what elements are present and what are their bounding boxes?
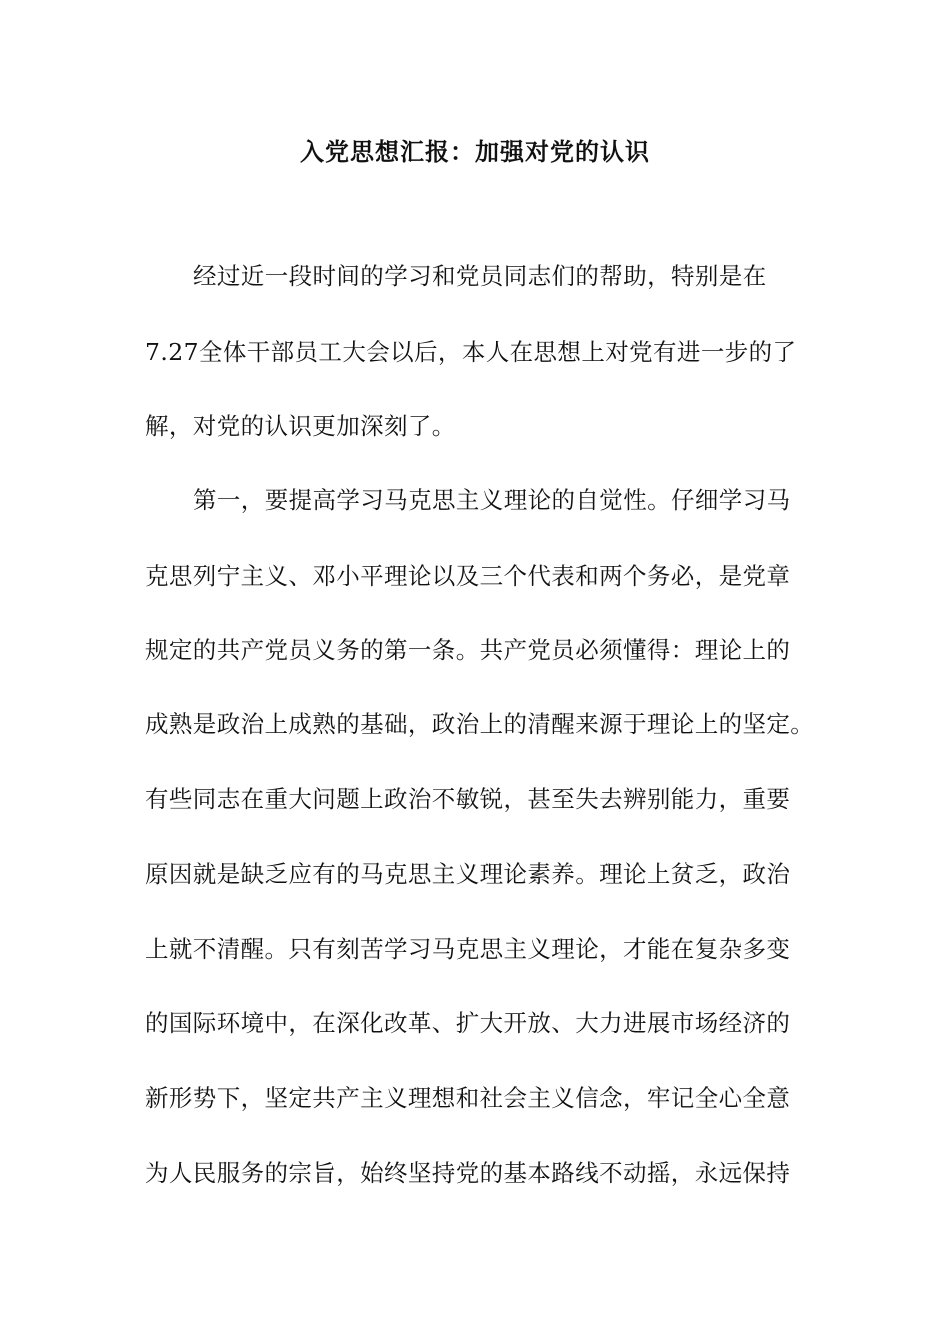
paragraph-2-line-9: 新形势下，坚定共产主义理想和社会主义信念，牢记全心全意 [145,1084,791,1112]
paragraph-1-line-1: 经过近一段时间的学习和党员同志们的帮助，特别是在 [193,262,767,290]
paragraph-2-line-1: 第一，要提高学习马克思主义理论的自觉性。仔细学习马 [193,486,791,514]
paragraph-2-line-2: 克思列宁主义、邓小平理论以及三个代表和两个务必，是党章 [145,562,791,590]
paragraph-2-line-6: 原因就是缺乏应有的马克思主义理论素养。理论上贫乏，政治 [145,860,791,888]
paragraph-2-line-3: 规定的共产党员义务的第一条。共产党员必须懂得：理论上的 [145,636,791,664]
paragraph-2-line-7: 上就不清醒。只有刻苦学习马克思主义理论，才能在复杂多变 [145,935,791,963]
paragraph-2-line-8: 的国际环境中，在深化改革、扩大开放、大力进展市场经济的 [145,1009,791,1037]
document-title: 入党思想汇报：加强对党的认识 [300,137,650,166]
paragraph-1-line-3: 解，对党的认识更加深刻了。 [145,412,456,440]
paragraph-2-line-10: 为人民服务的宗旨，始终坚持党的基本路线不动摇，永远保持 [145,1159,791,1187]
paragraph-2-line-5: 有些同志在重大问题上政治不敏锐，甚至失去辨别能力，重要 [145,785,791,813]
paragraph-2-line-4: 成熟是政治上成熟的基础，政治上的清醒来源于理论上的坚定。 [145,710,815,738]
paragraph-1-line-2: 7.27全体干部员工大会以后，本人在思想上对党有进一步的了 [145,338,797,366]
